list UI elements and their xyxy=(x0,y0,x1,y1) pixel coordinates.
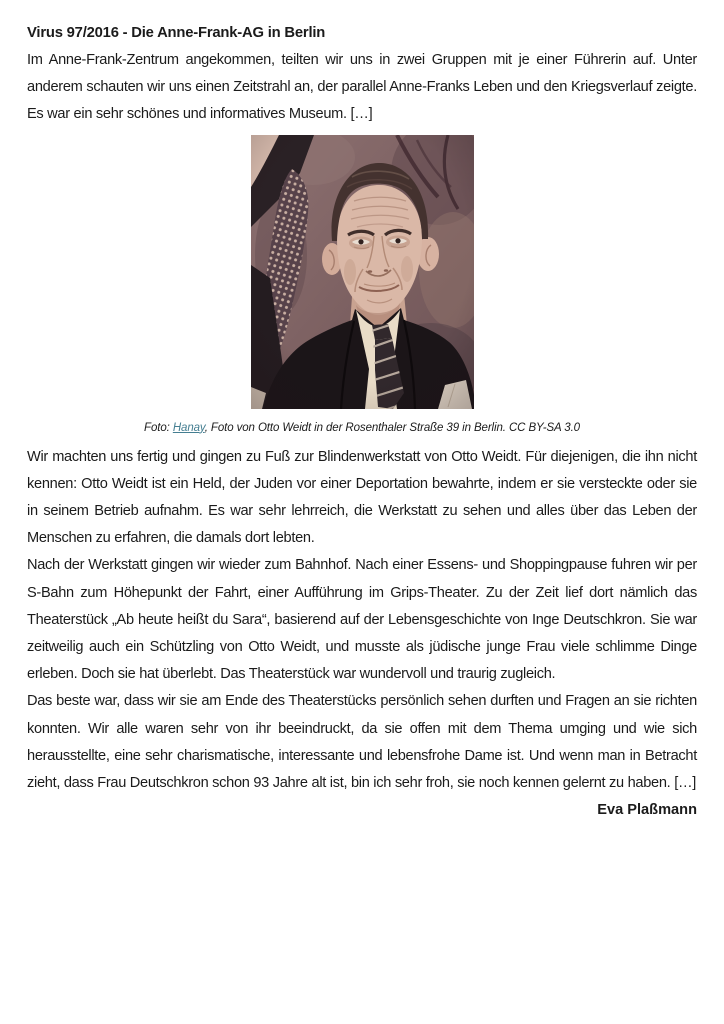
paragraph-grips-theater: Nach der Werkstatt gingen wir wieder zum Bahnhof. Nach einer Essens- und Shoppingpause fuhren wir per S-Bahn zum Höhepunkt der Fahrt, einer Aufführung im Grips-Theater. Zu der Zeit lief dort nämlich das Theaterstück „Ab heute heißt du Sara“, basierend auf der Lebensgeschichte von Inge Deutschkron. Sie war zeitweilig auch ein Schützling von Otto Weidt, und musste als jüdische junge Frau viele schlimme Dinge erleben. Doch sie hat überlebt. Das Theaterstück war wundervoll und traurig zugleich. xyxy=(27,557,697,683)
caption-prefix: Foto: xyxy=(144,421,173,434)
caption-suffix: , Foto von Otto Weidt in der Rosenthaler Straße 39 in Berlin. CC BY-SA 3.0 xyxy=(204,421,580,434)
article-title: Virus 97/2016 - Die Anne-Frank-AG in Berlin xyxy=(27,25,326,41)
paragraph-deutschkron: Das beste war, dass wir sie am Ende des Theaterstücks persönlich sehen durften und Fragen an sie richten konnten. Wir alle waren sehr von ihr beeindruckt, da sie offen mit dem Thema umging und wie sich herausstellte, eine sehr charismatische, interessante und lebensfrohe Dame ist. Und wenn man in Betracht zieht, dass Frau Deutschkron schon 93 Jahre alt ist, bin ich sehr froh, sie noch kennen gelernt zu haben. […] xyxy=(27,693,697,792)
photo-figure xyxy=(27,135,697,435)
author-signature: Eva Plaßmann xyxy=(597,802,697,819)
otto-weidt-photo xyxy=(251,135,474,409)
caption-link-hanay[interactable]: Hanay xyxy=(172,421,205,434)
photo-caption xyxy=(27,421,697,435)
paragraph-blindenwerkstatt: Wir machten uns fertig und gingen zu Fuß zur Blindenwerkstatt von Otto Weidt. Für diejenigen, die ihn nicht kennen: Otto Weidt ist ein Held, der Juden vor einer Deportation bewahrte, indem er sie versteckte oder sie in seinem Betrieb aufnahm. Es war sehr lehrreich, die Werkstatt zu sehen und alles über das Leben der Menschen zu erfahren, die damals dort lebten. xyxy=(27,448,697,547)
paragraph-anne-frank-zentrum: Im Anne-Frank-Zentrum angekommen, teilten wir uns in zwei Gruppen mit je einer Führerin auf. Unter anderem schauten wir uns einen Zeitstrahl an, der parallel Anne-Franks Leben und den Kriegsverlauf zeigte. Es war ein sehr schönes und informatives Museum. […] xyxy=(27,52,697,123)
